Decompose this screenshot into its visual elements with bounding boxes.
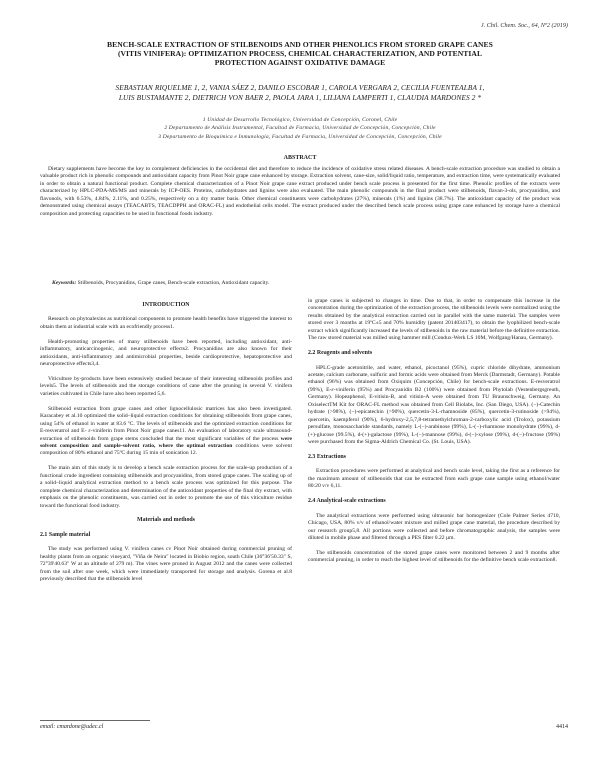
introduction-heading: INTRODUCTION <box>142 302 190 308</box>
keywords <box>52 280 560 287</box>
intro-paragraph-4c: conditions were solvent composition of 80% ethanol and 75ºC during 15 min of sonication 12. <box>40 442 292 457</box>
intro-paragraph-3: Viticulture by-products have been extensively studied because of their interesting stilbenoids profiles and levels5. The levels of stilbenoids and the storage conditions of cane after the pruning in several V. vinifera varieties cultivated in Chile have also been reported 5,6. <box>40 375 292 397</box>
right-column <box>308 298 560 572</box>
keywords-label: Keywords: <box>52 280 77 286</box>
title-line-1: BENCH-SCALE EXTRACTION OF STILBENOIDS AND OTHER PHENOLICS FROM STORED GRAPE CANES <box>107 40 493 49</box>
intro-paragraph-4-highlight: were solvent composition and sample-solvent ratio, where the optimal extraction <box>40 435 292 449</box>
intro-paragraph-4 <box>40 406 292 458</box>
title-line-2: (VITIS VINIFERA): OPTIMIZATION PROCESS, CHEMICAL CHARACTERIZATION, AND POTENTIAL <box>117 49 483 58</box>
extractions-paragraph: Extraction procedures were performed at analytical and bench scale level, taking the first as a reference for the maximum amount of stilbenoids that can be extracted from each grape cane sample using ethanol/water 80:20 v/v 6,11. <box>308 468 560 490</box>
analytical-paragraph-2: The stilbenoids concentration of the stored grape canes were monitored between 2 and 9 months after commercial pruning, in order to reach the highest level of stilbenoids for the definitive bench scale extraction8. <box>308 549 560 564</box>
authors-line-1: SEBASTIAN RIQUELME 1, 2, VANIA SÁEZ 2, DANILO ESCOBAR 1, CAROLA VERGARA 2, CECILIA FUENTEALBA 1, <box>115 83 485 92</box>
corresponding-email: email: cmardone@udec.cl <box>40 724 104 730</box>
analytical-paragraph-1: The analytical extractions were performed using ultrasonic bar homogenizer (Cole Palmer Series 4710, Chicago, USA, 80% v/v of ethanol/water mixture and milled grape cane material, the procedure described by our research group5,8. All portions were collected and before chromatographic analysis, the samples were diluted in mobile phase and filtered through a PES filter 0.22 µm. <box>308 512 560 541</box>
right-paragraph-1: in grape canes is subjected to changes in time. Due to that, in order to compensate this increase in the concentration during the optimization of the extraction process, the stilbenoids levels were normalized using the results obtained by the analytical extraction carried out in parallel with the same material. The samples were stored over 3 months at 19ºC±5 and 70% humidity (patent 201403417), to obtain the lyophilized bench-scale extract which significantly increased the levels of stilbenoids in the raw material before the definitive extraction. The raw stored material was milled using hammer mill (Condux-Werk LS 10M, Wolfgang/Hanau, Germany). <box>308 298 560 342</box>
section-2-2-heading: 2.2 Reagents and solvents <box>308 350 373 357</box>
authors-line-2: LUIS BUSTAMANTE 2, DIETRICH VON BAER 2, PAOLA JARA 1, LILIANA LAMPERTI 1, CLAUDIA MARDONES 2 * <box>118 93 482 102</box>
affiliation-1: 1 Unidad de Desarrollo Tecnológico, Universidad de Concepción, Coronel, Chile <box>202 117 398 123</box>
section-2-4-heading: 2.4 Analytical-scale extractions <box>308 498 386 505</box>
author-list <box>40 83 560 103</box>
affiliations <box>40 116 560 141</box>
title-line-3: PROTECTION AGAINST OXIDATIVE DAMAGE <box>214 58 386 67</box>
page-number: 4414 <box>556 724 568 730</box>
reagents-paragraph: HPLC-grade acetonitrile, and water, ethanol, picoctanol (95%), cupric chloride dihydrate, ammonium acetate, calcium carbonate, sulfuric and formic acids were obtained from Merck (Darmstadt, Germany). Potable ethanol (96%) was obtained from Oxiquim (Concepción, Chile) for bench-scale extractions. E-resveratrol (99%), E-ε-viniferin (95%) and Procyanidin B2 (100%) were obtained from Phytolab (Vestenbergsgreuth, Germany). Hopeaphenol, E-vitisin-B, and vitisin-A were obtained from TU Braunschweig, Germany. An OxiselectTM Kit for ORAC-FL method was obtained from Cell Biolabs, Inc. (San Diego, USA). (−)-Catechin hydrate (>98%), (−)-epicatechin (>90%), quercetin-3-L-rhamnoside (85%), quercetin-3-rutinoside (>94%), quercetin, kaempferol (90%), 6-hydroxy-2,5,7,8-tetramethylchroman-2-carboxylic acid (Trolox), potassium persulfate, monosaccharide standards, namely L-(−)-arabinose (99%), L-(−)-rhamnose monohydrate (99%), d-(+)-glucose (99.5%), d-(+)-galactose (99%), L-(−)-mannose (99%), d-(−)-xylose (99%), d-(−)-fructose (99%) were purchased from the Sigma-Aldrich Chemical Co. (St. Louis, USA). <box>308 364 560 446</box>
materials-methods-heading: Materials and methods <box>137 517 195 524</box>
intro-paragraph-1: Research on phytoalexins as nutritional components to promote health benefits have triggered the interest to obtain them at industrial scale with an ecofriendly process1. <box>40 316 292 330</box>
left-column <box>40 298 292 591</box>
abstract-heading: ABSTRACT <box>283 155 317 161</box>
affiliation-2: 2 Departamento de Análisis Instrumental, Facultad de Farmacia, Universidad de Concepción, Concepción, Chile <box>164 125 436 132</box>
journal-reference: J. Chil. Chem. Soc., 64, Nº2 (2019) <box>480 22 568 29</box>
intro-paragraph-4a: Stilbenoid extraction from grape canes and other lignocellulosic matrices has also been investigated. Karacabey et al.10 optimized the solid–liquid extraction conditions for obtaining stilbenoids from grape canes, using 54% of ethanol in water at 83.6 ºC. The levels of stilbenoids and the optimized extraction conditions for E-resveratrol and E- ε-viniferin from Pinot Noir grape canes11. An evaluation of laboratory scale ultrasound-extraction of stilbenoids from grape stems concluded that the most significant variables of the process <box>40 405 292 442</box>
keywords-text: Stilbenoids, Procyanidins, Grape canes, Bench-scale extraction, Antioxidant capacity. <box>76 280 270 286</box>
sample-material-paragraph: The study was performed using V. vinifera canes cv Pinot Noir obtained during commercial pruning of healthy plants from an organic vineyard, "Viña de Neira" located in Biobio region, south Chile (36°36'50.33" S, 72°39'40.63" W at an altitude of 279 m). The vines were pruned in August 2012 and the canes were collected from the soil after one week, which were immediately transported for storage and analysis. Gorena et al.8 previously described that the stilbenoids level <box>40 546 292 583</box>
footnote-divider <box>40 720 150 721</box>
affiliation-3: 3 Departamento de Bioquímica e Inmunología, Facultad de Farmacia, Universidad de Concepción, Concepción, Chile <box>158 133 442 140</box>
section-2-3-heading: 2.3 Extractions <box>308 453 346 460</box>
paper-title <box>40 40 560 67</box>
intro-paragraph-2: Health-promoting properties of many stilbenoids have been reported, including antioxidant, anti-inflammatory, anticarcinogenic, and neuroprotective effects2. Procyanidins are also known for their antioxidants, anti-inflammatory and antimicrobial properties, beside cardioprotective, hepatoprotective and neuroprotective effects3,4. <box>40 338 292 368</box>
abstract-text: Dietary supplements have become the key to complement deficiencies in the occidental diet and therefore to reduce the incidence of oxidative stress related diseases. A bench-scale extraction procedure was studied to obtain a valuable product rich in phenolic compounds and antioxidant capacity from Pinot Noir grape cane enhanced by storage. Extraction solvent, cane-size, solid/liquid ratio, temperature, and extraction time, were systematically evaluated in order to obtain a natural functional product. Complete chemical characterization of a Pinot Noir grape cane extract produced under bench scale process is presented for the first time. Phenolic profiles of the extracts were characterized by HPLC-PDA-MS/MS and minerals by ICP-OES. Proteins, carbohydrates and lignins were also evaluated. The main phenolic compounds in the final product were stilbenoids, flavan-3-ols, procyanidins, and flavonols, with 6.53%, 4.84%, 2.11%, and 0.25%, respectively on a dry matter basis. Other chemical constituents were carbohydrates (27%), minerals (1%) and lignins (38.7%). The antioxidant capacity of the product was demonstrated using chemical assays (TEACABTS, TEACDPPH and ORAC-FL) and endothelial cells model. The extract produced under the described bench scale process using grape cane enhanced by storage have a chemical composition and protecting capacities to be used in functional foods industry. <box>40 166 560 217</box>
intro-paragraph-5: The main aim of this study is to develop a bench scale extraction process for the scale-up production of a functional crude ingredient containing stilbenoids and procyanidins, from stored grape canes. The scaling up of a solid–liquid analytical extraction method to a bench scale process was optimized for this purpose. The complete chemical characterization and determination of the antioxidant properties of the final dry extract, with emphasis on the phenolic constituents, was carried out in order to promote the use of this viticulture residue toward the functional food industry. <box>40 465 292 509</box>
section-2-1-heading: 2.1 Sample material <box>40 531 91 538</box>
